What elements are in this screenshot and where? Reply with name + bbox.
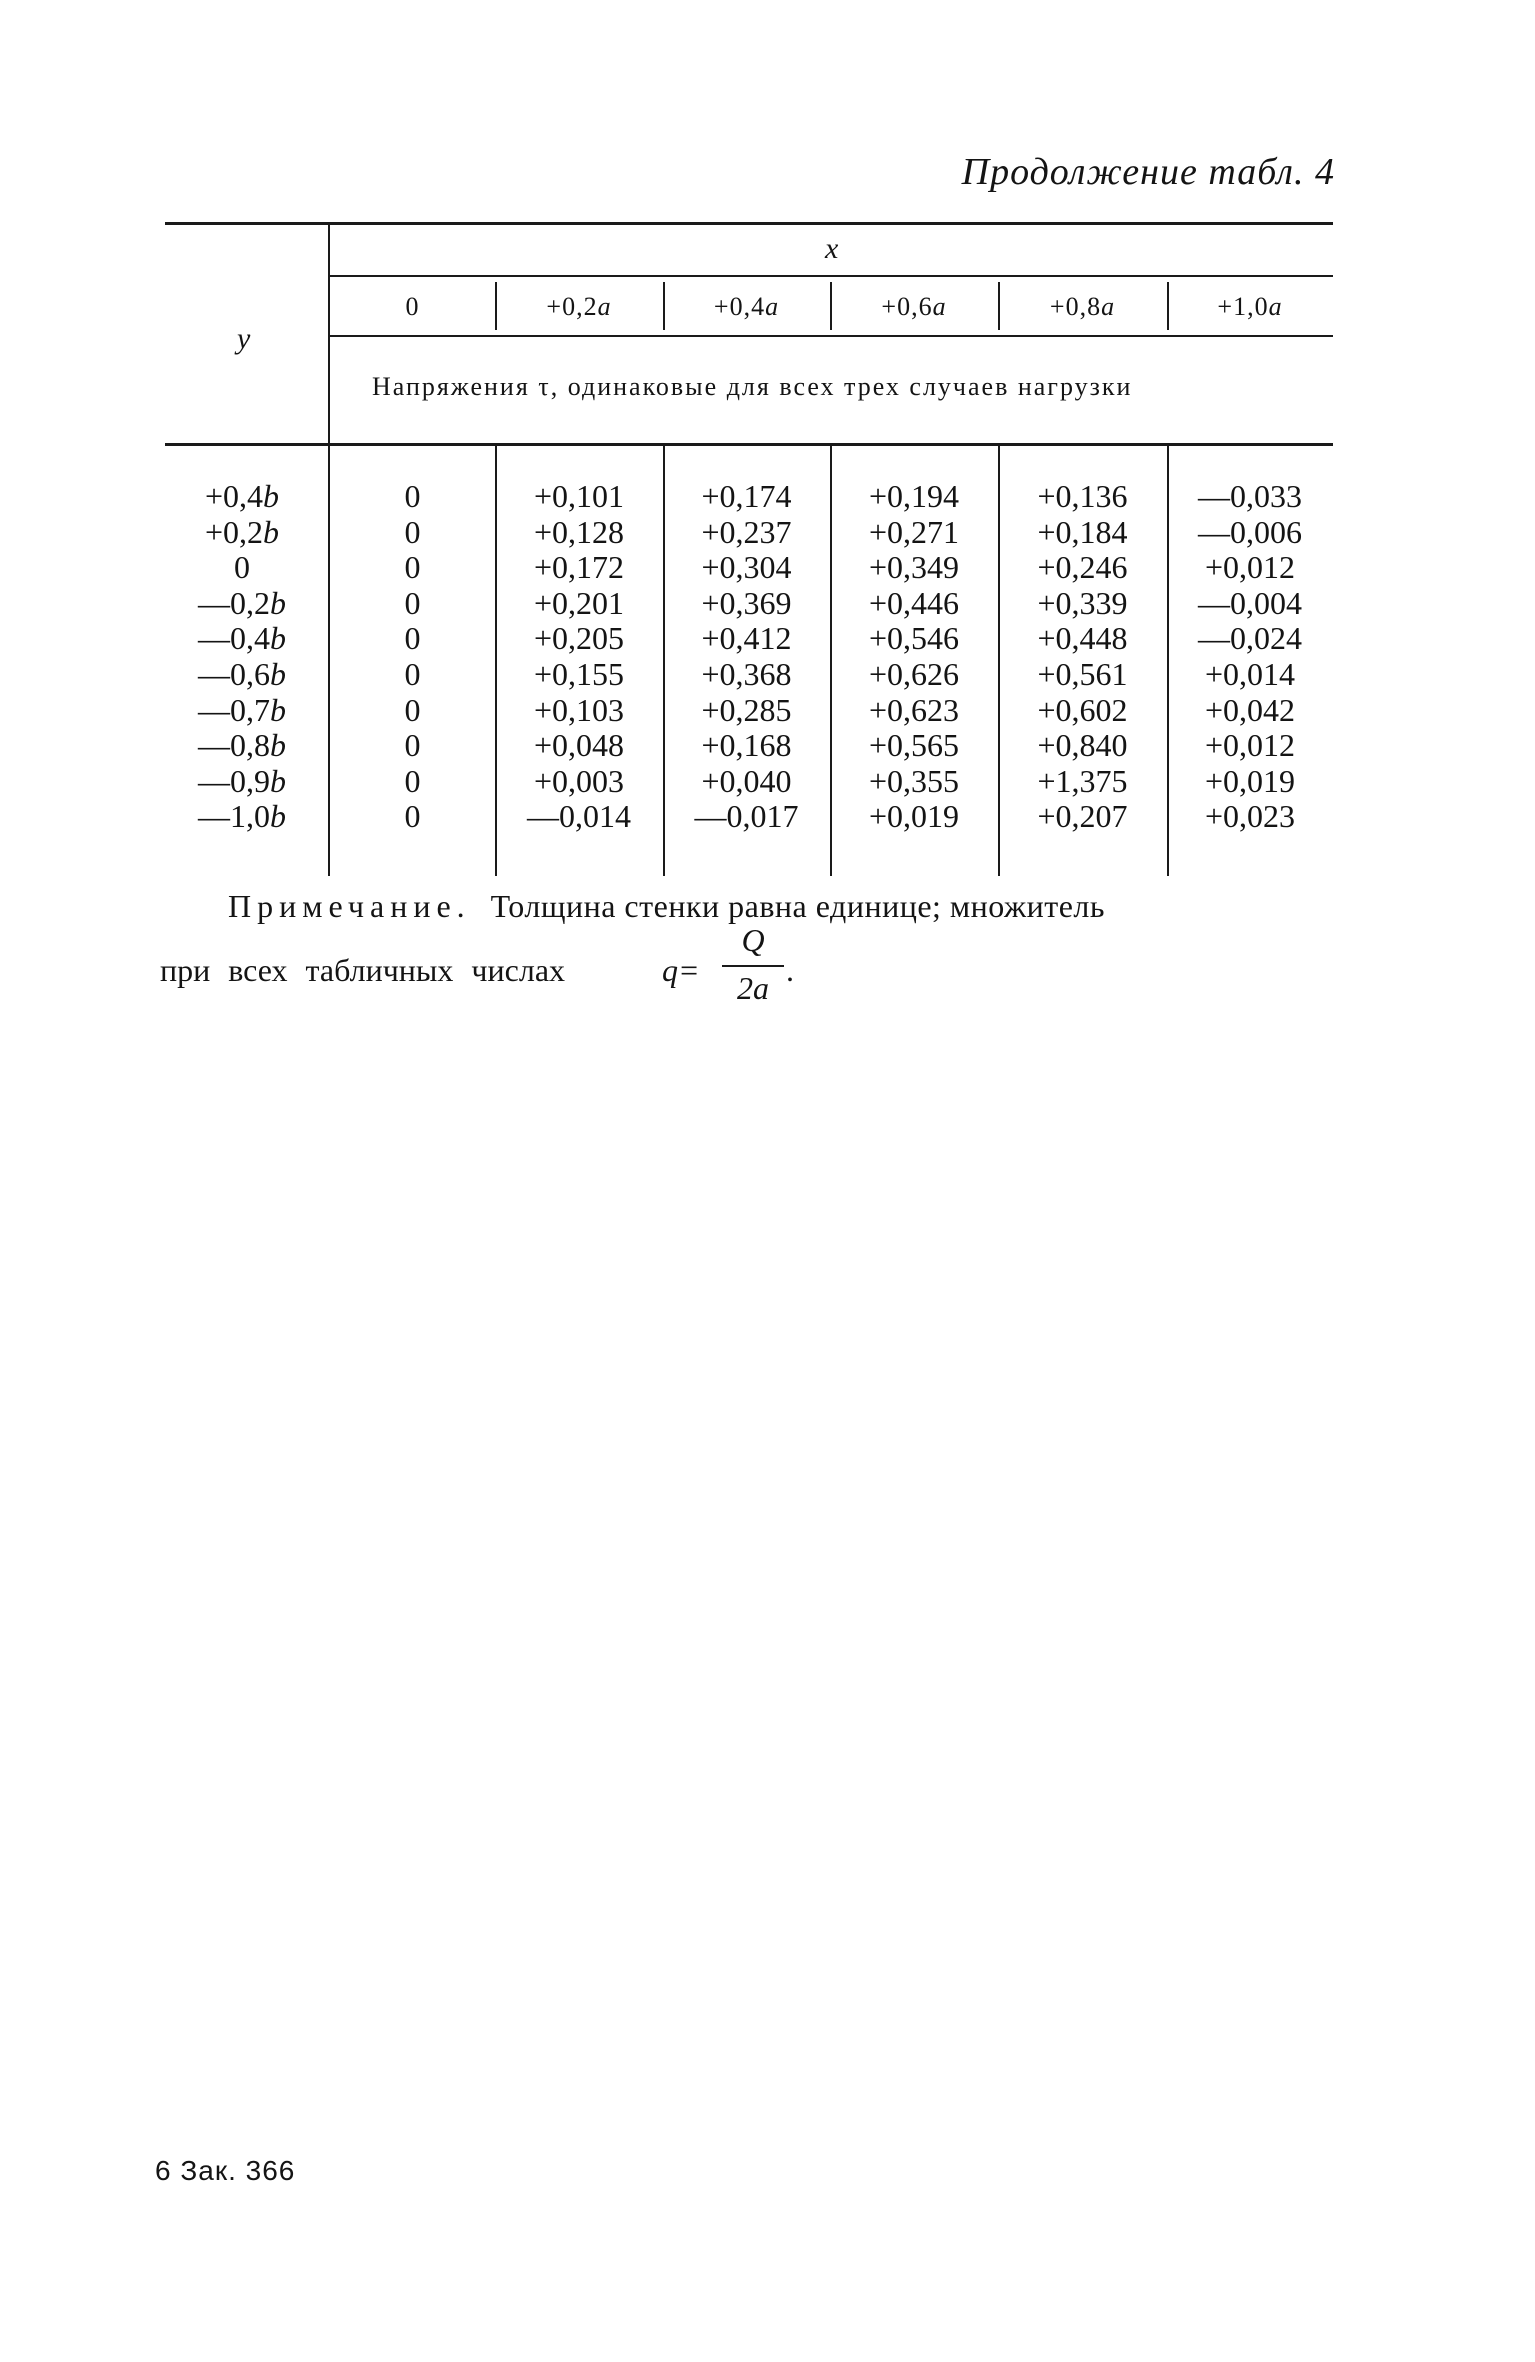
- column-header-var: a: [1268, 292, 1283, 321]
- table-cell: +0,602: [1037, 691, 1128, 728]
- table-cell: +0,448: [1037, 620, 1128, 657]
- table-cell: 0: [404, 656, 421, 692]
- row-y-var: b: [270, 656, 286, 692]
- table-cell: +0,246: [1037, 549, 1128, 586]
- row-y-var: b: [270, 798, 286, 835]
- row-y-label: [162, 763, 322, 800]
- row-y-var: b: [270, 620, 286, 657]
- table-cell: +0,048: [533, 727, 625, 764]
- row-y-label: [162, 656, 322, 693]
- row-y-label: [162, 514, 322, 551]
- row-y-label: [162, 798, 322, 835]
- table-cell: —0,004: [1198, 584, 1302, 621]
- note-text-1: Толщина стенки равна единице; множитель: [490, 888, 1105, 924]
- column-header-value: +0,4: [713, 292, 766, 321]
- row-y-value: —0,2: [198, 584, 270, 621]
- table-cell: +0,561: [1037, 656, 1128, 692]
- table-cell: +0,194: [868, 478, 960, 514]
- row-y-label: [162, 478, 322, 515]
- column-header-1: [495, 292, 663, 322]
- table-cell: +0,339: [1037, 584, 1128, 621]
- note-line-1: [228, 888, 1105, 925]
- table-cell: +0,626: [868, 656, 960, 692]
- y-column-separator: [328, 225, 330, 443]
- note-line-2: при всех табличных числах: [160, 952, 566, 988]
- table-cell: +0,136: [1037, 478, 1128, 514]
- table-cell: +0,271: [868, 513, 960, 550]
- table-cell: +0,128: [533, 513, 625, 550]
- table-cell: 0: [404, 762, 421, 799]
- row-y-var: b: [270, 584, 286, 621]
- row-y-value: —0,6: [198, 656, 270, 692]
- table-cell: —0,024: [1198, 620, 1302, 657]
- table-cell: +0,304: [701, 549, 792, 586]
- formula-denominator: 2a: [737, 970, 769, 1006]
- row-y-var: b: [263, 478, 280, 514]
- table-cell: +0,368: [701, 656, 792, 692]
- table-cell: +0,446: [868, 584, 960, 621]
- column-header-var: a: [1101, 292, 1116, 321]
- column-header-5: [1167, 292, 1333, 322]
- table-cell: +0,840: [1037, 727, 1128, 764]
- table-cell: +0,546: [868, 620, 960, 657]
- table-cell: +0,019: [868, 798, 960, 835]
- row-y-label: [162, 692, 322, 729]
- column-header-value: +0,2: [546, 292, 598, 321]
- table-cell: +0,103: [533, 691, 625, 728]
- table-cell: 0: [404, 513, 421, 550]
- x-header-rule: [330, 275, 1333, 277]
- table-cell: +0,172: [533, 549, 625, 586]
- row-y-label: [162, 585, 322, 622]
- row-y-value: 0: [234, 549, 250, 586]
- column-header-2: [663, 292, 830, 322]
- row-y-label: [162, 727, 322, 764]
- row-y-value: —0,9: [198, 762, 270, 799]
- table-cell: 0: [404, 691, 421, 728]
- table-cell: —0,033: [1198, 478, 1302, 514]
- formula-numerator: Q: [741, 922, 765, 958]
- table-top-rule: [165, 222, 1333, 225]
- table-cell: —0,017: [694, 798, 799, 835]
- table-cell: +0,355: [868, 762, 960, 799]
- column-header-4: [998, 292, 1167, 322]
- table-cell: +0,014: [1204, 656, 1296, 692]
- table-cell: 0: [404, 549, 421, 586]
- column-header-value: 0: [405, 292, 420, 321]
- x-axis-label: x: [825, 232, 839, 265]
- fraction-bar: [722, 965, 784, 967]
- table-cell: +0,349: [868, 549, 960, 586]
- row-y-var: b: [270, 727, 286, 764]
- column-header-var: a: [597, 292, 612, 321]
- row-y-value: +0,2: [204, 513, 264, 550]
- column-header-3: [830, 292, 998, 322]
- row-y-value: —0,8: [198, 727, 270, 764]
- column-header-value: +0,8: [1049, 292, 1102, 321]
- y-axis-label: y: [237, 322, 251, 355]
- row-y-value: +0,4: [204, 478, 264, 514]
- formula-lhs-text: q=: [662, 952, 700, 988]
- row-y-label: [162, 549, 322, 586]
- table-cell: +0,623: [868, 691, 960, 728]
- table-cell: +0,168: [701, 727, 792, 764]
- table-cell: +0,184: [1037, 513, 1128, 550]
- table-cell: +1,375: [1037, 762, 1128, 799]
- table-cell: +0,565: [868, 727, 960, 764]
- table-cell: +0,019: [1204, 762, 1296, 799]
- column-header-var: a: [765, 292, 780, 321]
- table-cell: +0,012: [1204, 549, 1296, 586]
- table-cell: +0,369: [701, 584, 792, 621]
- column-header-var: a: [932, 292, 947, 321]
- table-cell: +0,207: [1037, 798, 1128, 835]
- column-header-rule: [330, 335, 1333, 337]
- table-cell: +0,205: [533, 620, 625, 657]
- column-header-value: +1,0: [1217, 292, 1269, 321]
- row-y-value: —1,0: [198, 798, 270, 835]
- row-y-label: [162, 620, 322, 657]
- page-footer: 6 Зак. 366: [155, 2155, 296, 2186]
- row-y-value: —0,7: [198, 691, 270, 728]
- table-cell: 0: [404, 727, 421, 764]
- table-cell: 0: [404, 798, 421, 835]
- note-label: Примечание.: [228, 888, 471, 924]
- formula-lhs: [662, 952, 700, 989]
- table-cell: +0,412: [701, 620, 792, 657]
- stress-subheader: Напряжения τ, одинаковые для всех трех случаев нагрузки: [372, 372, 1133, 401]
- table-cell: +0,285: [701, 691, 792, 728]
- row-y-var: b: [263, 513, 280, 550]
- row-y-var: b: [270, 691, 286, 728]
- table-cell: —0,014: [527, 798, 631, 835]
- table-cell: +0,174: [701, 478, 792, 514]
- table-cell: +0,040: [701, 762, 792, 799]
- table-cell: 0: [404, 478, 421, 514]
- table-cell: +0,101: [533, 478, 625, 514]
- table-cell: —0,006: [1198, 513, 1302, 550]
- table-cell: +0,201: [533, 584, 625, 621]
- table-cell: +0,003: [533, 762, 625, 799]
- formula-period: .: [786, 952, 794, 988]
- table-cell: +0,042: [1204, 691, 1296, 728]
- row-y-value: —0,4: [198, 620, 270, 657]
- table-cell: 0: [404, 620, 421, 657]
- table-cell: +0,012: [1204, 727, 1296, 764]
- column-header-0: [330, 292, 495, 322]
- table-cell: +0,155: [533, 656, 625, 692]
- continuation-title: Продолжение табл. 4: [961, 151, 1335, 193]
- table-cell: 0: [404, 584, 421, 621]
- table-cell: +0,237: [701, 513, 792, 550]
- column-header-value: +0,6: [881, 292, 933, 321]
- header-bottom-rule: [165, 443, 1333, 446]
- table-cell: +0,023: [1204, 798, 1296, 835]
- row-y-var: b: [270, 762, 286, 799]
